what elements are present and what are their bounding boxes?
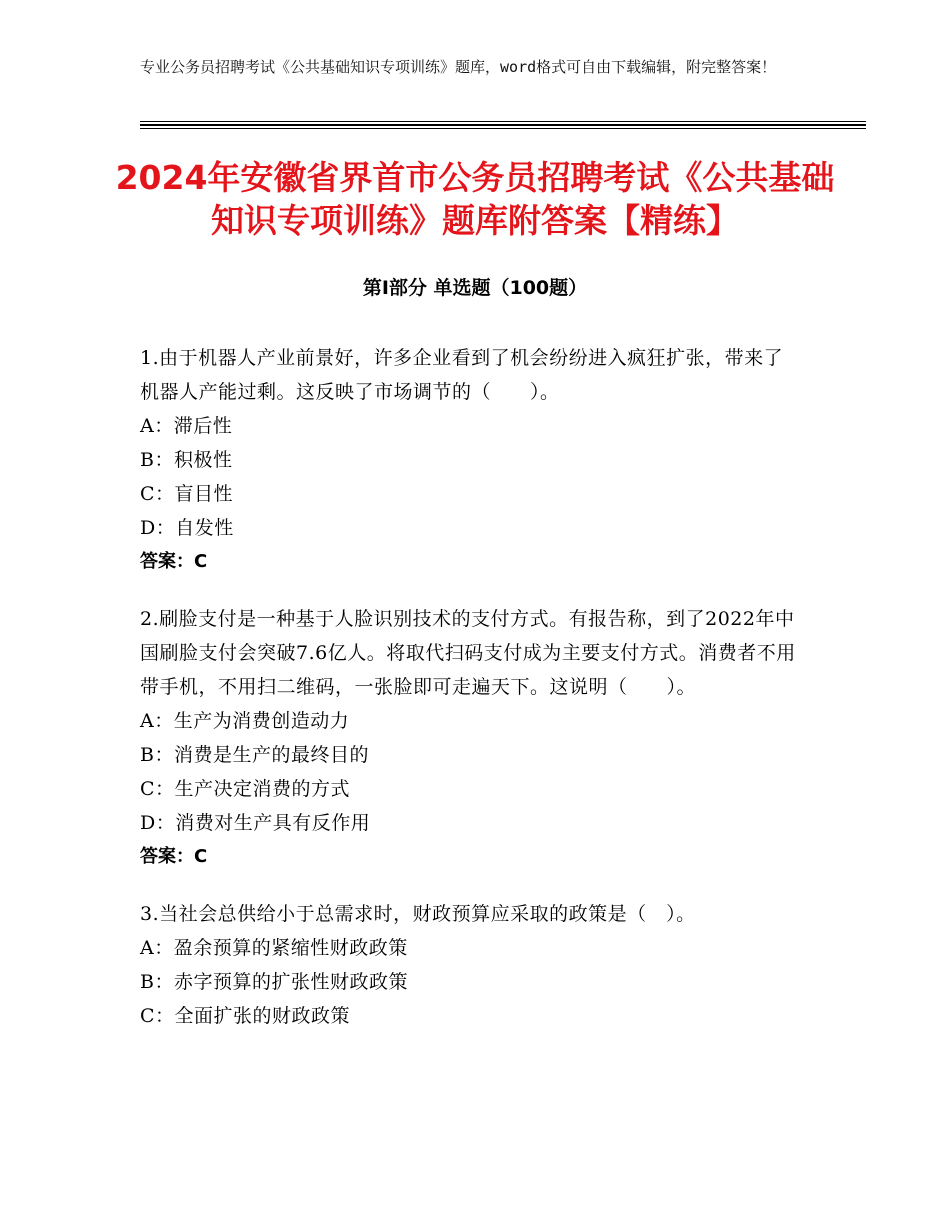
- question-list: [140, 341, 800, 1056]
- option-c: C：生产决定消费的方式: [140, 778, 351, 800]
- section-title: 第Ⅰ部分 单选题（100题）: [362, 277, 588, 299]
- header-note: 专业公务员招聘考试《公共基础知识专项训练》题库，word格式可自由下载编辑，附完整答案！: [140, 58, 777, 76]
- option-b: B：赤字预算的扩张性财政政策: [140, 971, 408, 993]
- option-a: A：盈余预算的紧缩性财政政策: [140, 937, 408, 959]
- document-title: 2024年安徽省界首市公务员招聘考试《公共基础知识专项训练》题库附答案【精练】: [115, 158, 835, 240]
- option-c: C：盲目性: [140, 483, 234, 505]
- question-stem: 3.当社会总供给小于总需求时，财政预算应采取的政策是（ ）。: [140, 903, 696, 925]
- option-c: C：全面扩张的财政政策: [140, 1005, 351, 1027]
- answer-label: 答案：C: [140, 551, 208, 572]
- option-d: D：消费对生产具有反作用: [140, 812, 371, 834]
- question-stem: 2.刷脸支付是一种基于人脸识别技术的支付方式。有报告称，到了2022年中国刷脸支付会突破7.6亿人。将取代扫码支付成为主要支付方式。消费者不用带手机，不用扫二维码，一张脸即可走遍天下。这说明（ ）。: [140, 608, 796, 698]
- question-3: [140, 897, 800, 1033]
- option-a: A：滞后性: [140, 415, 233, 437]
- option-d: D：自发性: [140, 517, 234, 539]
- option-b: B：积极性: [140, 449, 233, 471]
- option-b: B：消费是生产的最终目的: [140, 744, 369, 766]
- option-a: A：生产为消费创造动力: [140, 710, 350, 732]
- question-stem: 1.由于机器人产业前景好，许多企业看到了机会纷纷进入疯狂扩张，带来了机器人产能过剩。这反映了市场调节的（ ）。: [140, 347, 784, 403]
- question-1: [140, 341, 800, 579]
- header-divider: [140, 121, 866, 122]
- answer-label: 答案：C: [140, 846, 208, 867]
- question-2: [140, 602, 800, 874]
- header-divider: [140, 128, 866, 129]
- header-divider: [140, 124, 866, 126]
